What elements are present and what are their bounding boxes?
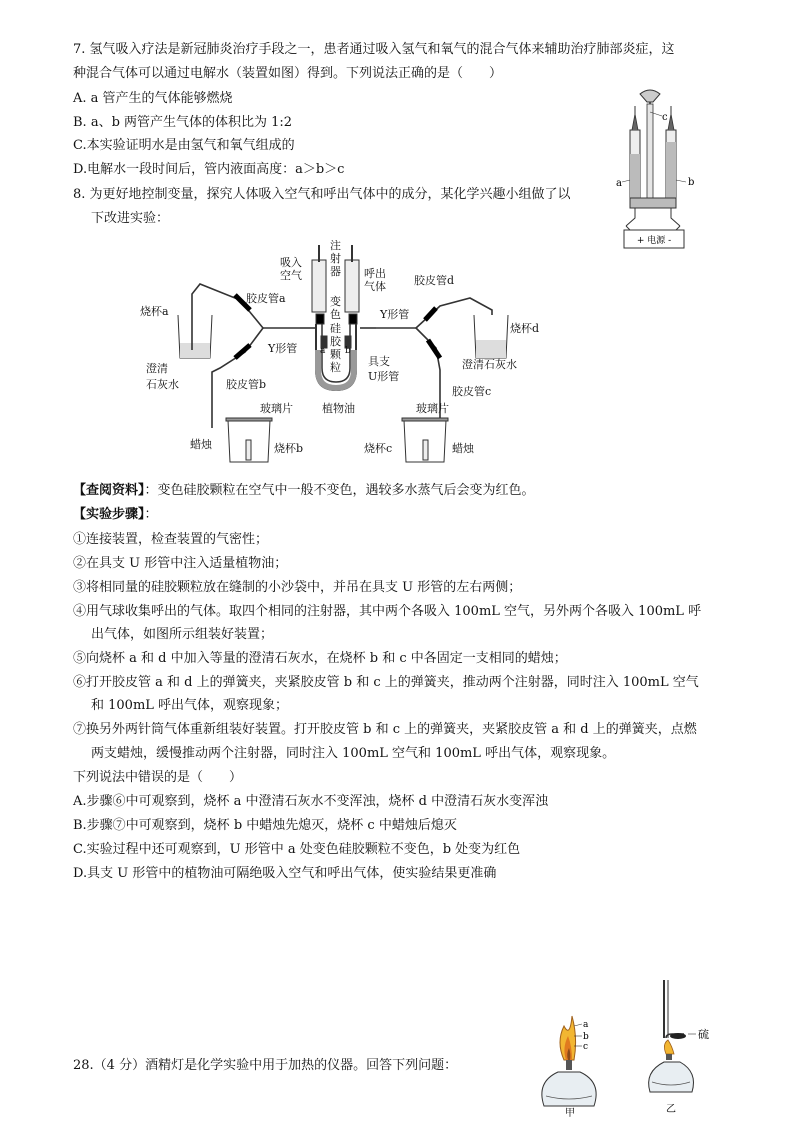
candle-right-label: 蜡烛	[452, 442, 474, 455]
flame-label-a: a	[583, 1020, 589, 1030]
beaker-b-label: 烧杯b	[274, 442, 304, 455]
step-5: ⑤向烧杯 a 和 d 中加入等量的澄清石灰水，在烧杯 b 和 c 中各固定一支相同的蜡烛；	[73, 651, 567, 666]
step-4-line2: 出气体，如图所示组装好装置；	[91, 627, 274, 642]
beaker-a-label: 烧杯a	[140, 305, 169, 318]
syringe-label-1: 注	[330, 240, 341, 252]
power-supply-label: + 电源 -	[636, 236, 672, 246]
beaker-d-label: 烧杯d	[510, 322, 540, 335]
silica-label-2: 色	[330, 308, 341, 321]
q7-stem-line2: 种混合气体可以通过电解水（装置如图）得到。下列说法正确的是（ ）	[73, 66, 503, 81]
exhale-gas-label-2: 气体	[364, 280, 386, 293]
sulfur-label: 硫	[698, 1028, 709, 1041]
step-1: ①连接装置，检查装置的气密性；	[73, 532, 269, 547]
breathing-experiment-figure	[140, 240, 555, 465]
hose-b-label: 胶皮管b	[226, 378, 267, 391]
q7-option-d: D.电解水一段时间后，管内液面高度：a＞b＞c	[73, 162, 345, 177]
inhale-air-label-2: 空气	[280, 269, 302, 282]
y-tube-right-label: Y形管	[380, 308, 410, 321]
inhale-air-label-1: 吸入	[280, 256, 302, 269]
step-4-line1: ④用气球收集呼出的气体。取四个相同的注射器，其中两个各吸入 100mL 空气，另外两个各吸入 100mL 呼	[73, 604, 702, 619]
q8-option-a: A.步骤⑥中可观察到，烧杯 a 中澄清石灰水不变浑浊，烧杯 d 中澄清石灰水变浑浊	[73, 794, 549, 809]
silica-label-4: 胶	[330, 335, 341, 348]
sulfur-burning-figure-yi	[640, 978, 740, 1118]
reference-text: ：变色硅胶颗粒在空气中一般不变色，遇较多水蒸气后会变为红色。	[144, 483, 535, 498]
label-a: a	[616, 178, 622, 189]
flame-label-c: c	[583, 1042, 589, 1052]
electrolysis-apparatus-figure	[612, 84, 717, 252]
vegetable-oil-label: 植物油	[322, 402, 355, 415]
step-2: ②在具支 U 形管中注入适量植物油；	[73, 556, 288, 571]
hose-a-label: 胶皮管a	[246, 292, 286, 305]
q8-option-b: B.步骤⑦中可观察到，烧杯 b 中蜡烛先熄灭，烧杯 c 中蜡烛后熄灭	[73, 818, 457, 833]
exhale-gas-label-1: 呼出	[364, 267, 386, 280]
limewater-right-label: 澄清石灰水	[462, 358, 517, 371]
candle-left-label: 蜡烛	[190, 438, 212, 451]
beaker-c-label: 烧杯c	[364, 442, 393, 455]
step-6-line1: ⑥打开胶皮管 a 和 d 上的弹簧夹，夹紧胶皮管 b 和 c 上的弹簧夹，推动两个注射器，同时注入 100mL 空气	[73, 675, 699, 690]
u-tube-label-2: U形管	[368, 370, 400, 383]
step-6-line2: 和 100mL 呼出气体，观察现象；	[91, 698, 289, 713]
reference-heading: 【查阅资料】	[73, 483, 145, 498]
q28-stem: 28.（4 分）酒精灯是化学实验中用于加热的仪器。回答下列问题：	[73, 1058, 458, 1073]
reference-info	[73, 482, 535, 500]
hose-c-label: 胶皮管c	[452, 385, 492, 398]
step-7-line2: 两支蜡烛，缓慢推动两个注射器，同时注入 100mL 空气和 100mL 呼出气体，观察现象。	[91, 746, 616, 761]
q8-option-d: D.具支 U 形管中的植物油可隔绝吸入空气和呼出气体，使实验结果更准确	[73, 866, 497, 881]
label-b: b	[688, 177, 695, 188]
y-tube-left-label: Y形管	[268, 342, 298, 355]
q8-stem-line2: 下改进实验：	[91, 211, 170, 226]
limewater-left-label-1: 澄清	[146, 362, 168, 375]
u-tube-point-a: a	[320, 346, 326, 356]
label-c: c	[662, 112, 668, 123]
steps-heading-colon: ：	[144, 507, 158, 522]
q7-stem-line1: 7. 氢气吸入疗法是新冠肺炎治疗手段之一，患者通过吸入氢气和氧气的混合气体来辅助治疗肺部炎症，这	[73, 42, 675, 57]
q8-stem-line1: 8. 为更好地控制变量，探究人体吸入空气和呼出气体中的成分，某化学兴趣小组做了以	[73, 187, 571, 202]
syringe-label-3: 器	[330, 265, 341, 278]
u-tube-point-b: b	[345, 346, 351, 356]
silica-label-1: 变	[330, 295, 341, 308]
q8-question: 下列说法中错误的是（ ）	[73, 770, 243, 785]
flame-label-b: b	[583, 1032, 589, 1042]
step-3: ③将相同量的硅胶颗粒放在缝制的小沙袋中，并吊在具支 U 形管的左右两侧；	[73, 580, 522, 595]
steps-heading	[73, 506, 158, 524]
glass-plate-right-label: 玻璃片	[416, 402, 449, 415]
alcohol-lamp-figure-jia	[530, 1012, 610, 1118]
figure-yi-caption: 乙	[666, 1104, 676, 1115]
u-tube-label-1: 具支	[368, 355, 390, 368]
step-7-line1: ⑦换另外两针筒气体重新组装好装置。打开胶皮管 b 和 c 上的弹簧夹，夹紧胶皮管 a 和 d 上的弹簧夹，点燃	[73, 722, 697, 737]
hose-d-label: 胶皮管d	[414, 274, 455, 287]
q8-option-c: C.实验过程中还可观察到，U 形管中 a 处变色硅胶颗粒不变色，b 处变为红色	[73, 842, 521, 857]
glass-plate-left-label: 玻璃片	[260, 402, 293, 415]
steps-heading-label: 【实验步骤】	[73, 507, 145, 522]
q7-option-a: A. a 管产生的气体能够燃烧	[73, 91, 233, 106]
q7-option-c: C.本实验证明水是由氢气和氧气组成的	[73, 138, 295, 153]
silica-label-5: 颗	[330, 348, 341, 361]
silica-label-3: 硅	[330, 322, 341, 335]
silica-label-6: 粒	[330, 361, 341, 374]
syringe-label-2: 射	[330, 252, 341, 265]
q7-option-b: B. a、b 两管产生气体的体积比为 1:2	[73, 115, 293, 130]
limewater-left-label-2: 石灰水	[146, 378, 179, 391]
figure-jia-caption: 甲	[565, 1108, 575, 1118]
